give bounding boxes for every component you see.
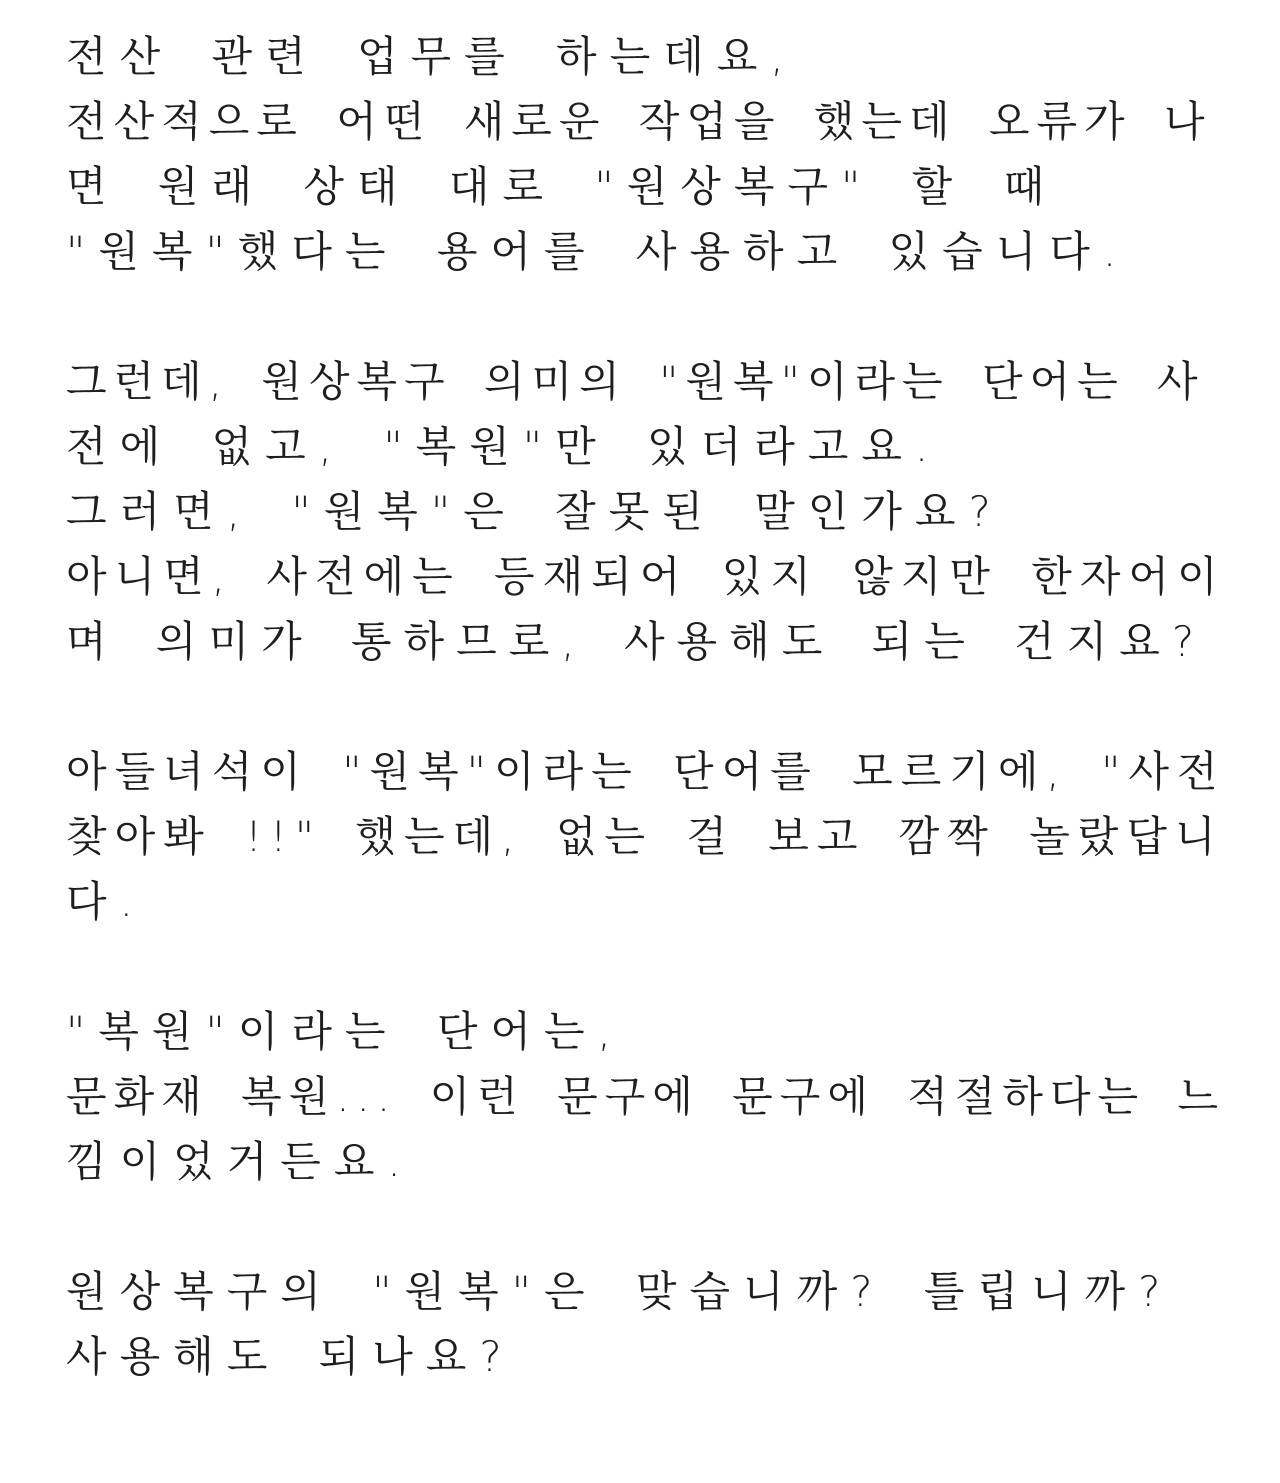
text-line: 면 원래 상태 대로 "원상복구" 할 때: [66, 162, 1058, 211]
text-line: 며 의미가 통하므로, 사용해도 되는 건지요?: [66, 617, 1207, 666]
text-line: 원상복구의 "원복"은 맞습니까? 틀립니까?: [66, 1267, 1174, 1316]
text-line: "원복"했다는 용어를 사용하고 있습니다.: [66, 227, 1130, 276]
paragraph-anecdote: [66, 739, 1226, 934]
text-line: 전산 관련 업무를 하는데요,: [66, 32, 797, 81]
text-line: 그러면, "원복"은 잘못된 말인가요?: [66, 487, 1004, 536]
text-line: "복원"이라는 단어는,: [66, 1007, 624, 1056]
text-line: 아들녀석이 "원복"이라는 단어를 모르기에, "사전: [66, 747, 1226, 796]
paragraph-restoration: [66, 999, 1226, 1194]
text-line: 전산적으로 어떤 새로운 작업을 했는데 오류가 나: [66, 97, 1212, 146]
paragraph-context: [66, 24, 1226, 284]
text-line: 낌이었거든요.: [66, 1137, 414, 1186]
text-line: 문화재 복원... 이런 문구에 문구에 적절하다는 느: [66, 1072, 1226, 1121]
paragraph-final-question: [66, 1259, 1226, 1389]
text-line: 찾아봐 !!" 했는데, 없는 걸 보고 깜짝 놀랐답니: [66, 812, 1224, 861]
post-body: [66, 24, 1226, 1389]
text-line: 전에 없고, "복원"만 있더라고요.: [66, 422, 942, 471]
text-line: 아니면, 사전에는 등재되어 있지 않지만 한자어이: [66, 552, 1226, 601]
text-line: 그런데, 원상복구 의미의 "원복"이라는 단어는 사: [66, 357, 1205, 406]
text-line: 다.: [66, 877, 146, 926]
paragraph-question: [66, 349, 1226, 674]
text-line: 사용해도 되나요?: [66, 1332, 515, 1381]
